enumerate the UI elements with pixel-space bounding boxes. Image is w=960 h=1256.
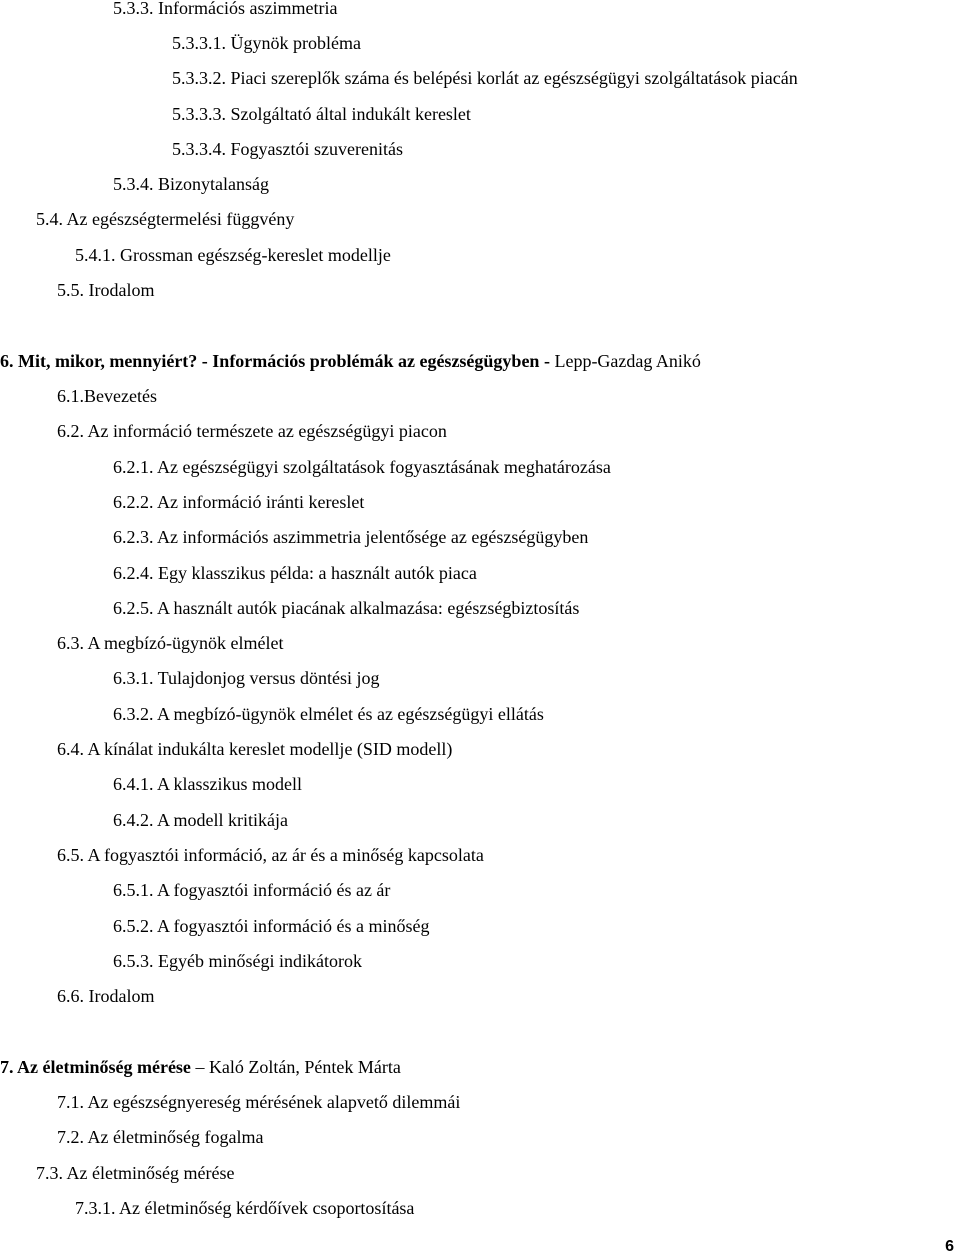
toc-item: 6.3.2. A megbízó-ügynök elmélet és az egészségügyi ellátás (113, 704, 544, 724)
toc-item: 6.2.5. A használt autók piacának alkalmazása: egészségbiztosítás (113, 598, 580, 618)
toc-item: 6.2.3. Az információs aszimmetria jelentősége az egészségügyben (113, 527, 589, 547)
chapter-heading (0, 1056, 401, 1078)
chapter-title: 6. Mit, mikor, mennyiért? - Információs problémák az egészségügyben - (0, 351, 550, 371)
toc-item: 5.3.3. Információs aszimmetria (113, 0, 338, 18)
toc-item: 6.2. Az információ természete az egészségügyi piacon (57, 421, 447, 441)
chapter-authors: – Kaló Zoltán, Péntek Márta (190, 1057, 401, 1077)
chapter-authors: Lepp-Gazdag Anikó (549, 351, 701, 371)
toc-item: 7.2. Az életminőség fogalma (57, 1127, 264, 1147)
toc-item: 5.4.1. Grossman egészség-kereslet modellje (75, 245, 391, 265)
toc-item: 5.3.3.1. Ügynök probléma (172, 33, 361, 53)
toc-item: 7.1. Az egészségnyereség mérésének alapvető dilemmái (57, 1092, 461, 1112)
toc-item: 5.3.3.4. Fogyasztói szuverenitás (172, 139, 403, 159)
toc-item: 5.3.3.2. Piaci szereplők száma és belépési korlát az egészségügyi szolgáltatások piacán (172, 68, 798, 88)
toc-item: 6.5.2. A fogyasztói információ és a minőség (113, 916, 430, 936)
toc-item: 6.6. Irodalom (57, 986, 155, 1006)
toc-item: 6.5.1. A fogyasztói információ és az ár (113, 880, 391, 900)
chapter-heading (0, 350, 701, 372)
toc-item: 7.3. Az életminőség mérése (36, 1163, 235, 1183)
toc-item: 6.1.Bevezetés (57, 386, 157, 406)
toc-item: 6.3.1. Tulajdonjog versus döntési jog (113, 668, 380, 688)
toc-item: 6.3. A megbízó-ügynök elmélet (57, 633, 284, 653)
chapter-title: 7. Az életminőség mérése (0, 1057, 191, 1077)
toc-item: 5.3.3.3. Szolgáltató által indukált kereslet (172, 104, 471, 124)
toc-item: 6.5.3. Egyéb minőségi indikátorok (113, 951, 362, 971)
toc-item: 6.2.1. Az egészségügyi szolgáltatások fogyasztásának meghatározása (113, 457, 611, 477)
toc-item: 5.5. Irodalom (57, 280, 155, 300)
toc-item: 6.4.2. A modell kritikája (113, 810, 288, 830)
toc-item: 5.4. Az egészségtermelési függvény (36, 209, 295, 229)
page-number: 6 (945, 1238, 954, 1255)
toc-item: 6.2.2. Az információ iránti kereslet (113, 492, 365, 512)
toc-item: 6.5. A fogyasztói információ, az ár és a minőség kapcsolata (57, 845, 484, 865)
toc-item: 5.3.4. Bizonytalanság (113, 174, 269, 194)
toc-item: 6.4. A kínálat indukálta kereslet modellje (SID modell) (57, 739, 453, 759)
toc-item: 6.4.1. A klasszikus modell (113, 774, 302, 794)
toc-item: 6.2.4. Egy klasszikus példa: a használt autók piaca (113, 563, 477, 583)
toc-item: 7.3.1. Az életminőség kérdőívek csoportosítása (75, 1198, 415, 1218)
